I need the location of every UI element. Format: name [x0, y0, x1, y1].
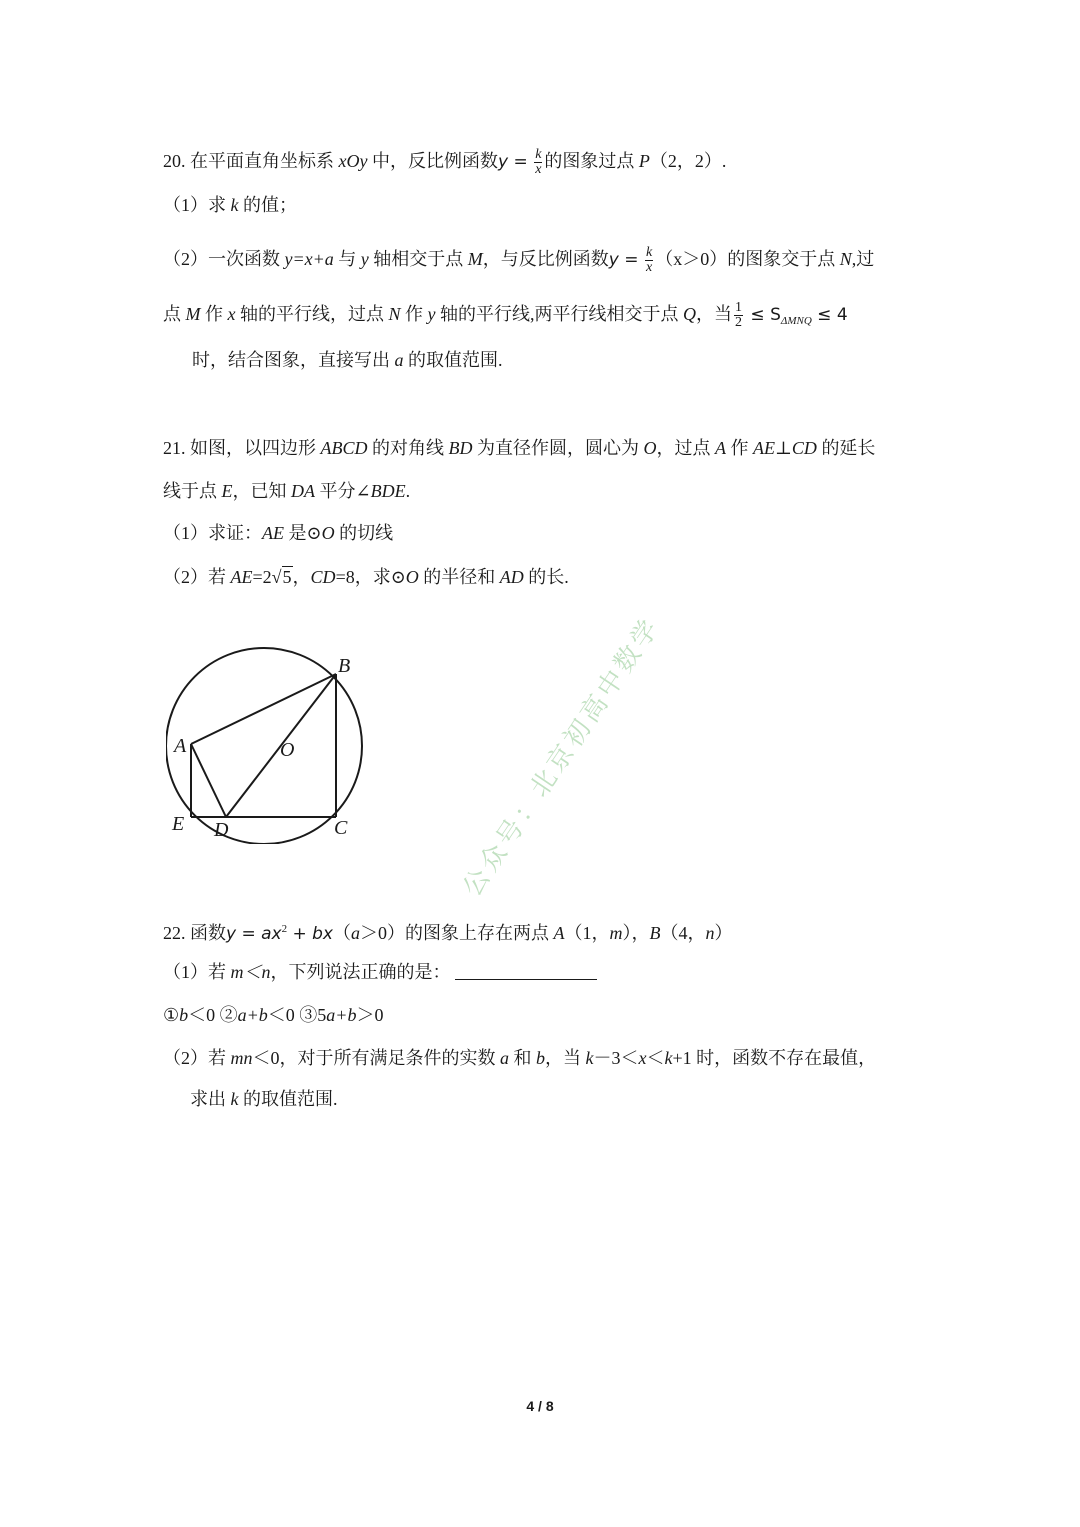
- numerator: k: [646, 245, 653, 261]
- q20-part-2-line-2: [163, 301, 848, 334]
- text: （1）求证：: [163, 523, 262, 543]
- numerator: 1: [735, 300, 743, 316]
- var: ABCD: [320, 438, 368, 458]
- inequality: ≤ 4: [811, 305, 848, 325]
- text: 的长.: [523, 567, 569, 587]
- text: （2）一次函数: [163, 249, 285, 269]
- q20-part-2: [163, 246, 874, 275]
- var: y: [360, 249, 369, 269]
- text: +1 时，函数不存在最值，: [672, 1048, 877, 1068]
- fraction-one-half: [734, 301, 743, 330]
- var: xOy: [338, 151, 368, 171]
- q21-line-1: [163, 435, 875, 461]
- denominator: 2: [735, 315, 743, 331]
- text: ，当: [696, 304, 733, 324]
- numerator: k: [535, 147, 542, 163]
- text: ①: [163, 1005, 180, 1025]
- text: 平分∠: [315, 481, 371, 501]
- text: 求出: [190, 1089, 231, 1109]
- var: P: [638, 151, 650, 171]
- var: k: [230, 195, 239, 215]
- var: BDE: [370, 481, 406, 501]
- text: （1）求: [163, 195, 231, 215]
- var: M: [467, 249, 483, 269]
- text: 和: [509, 1048, 536, 1068]
- var: AD: [499, 567, 524, 587]
- q22-line-1: [163, 916, 733, 947]
- var: m: [609, 923, 623, 943]
- inequality: ≤ S: [745, 305, 781, 325]
- q20-part-1: [163, 192, 297, 218]
- text: （4，: [660, 923, 706, 943]
- var: A: [553, 923, 565, 943]
- denominator: x: [646, 260, 653, 276]
- text: 22. 函数: [163, 923, 226, 943]
- text: 时，结合图象，直接写出: [192, 350, 395, 370]
- var: O: [405, 567, 419, 587]
- text: 线于点: [163, 481, 222, 501]
- var: M: [185, 304, 201, 324]
- text: ＞0）的图象上存在两点: [360, 923, 554, 943]
- text: 作: [726, 438, 753, 458]
- label-o: O: [280, 739, 295, 761]
- text: （2）若: [163, 567, 231, 587]
- text: ，已知: [232, 481, 291, 501]
- equation: + bx: [287, 924, 333, 944]
- q20-line-1: [163, 148, 726, 177]
- var: a: [351, 923, 360, 943]
- radicand: 5: [282, 567, 292, 587]
- text: ＜0 ③5: [267, 1005, 327, 1025]
- var: a: [394, 350, 404, 370]
- text: 点: [163, 304, 186, 324]
- text: ＞0: [356, 1005, 384, 1025]
- text: 作: [400, 304, 428, 324]
- var: AE: [230, 567, 253, 587]
- text: 为直径作圆，圆心为: [472, 438, 644, 458]
- equation: y =: [608, 250, 639, 270]
- label-e: E: [172, 813, 185, 835]
- segment-ad: [191, 744, 226, 817]
- var: k: [585, 1048, 594, 1068]
- var: b: [179, 1005, 189, 1025]
- q21-part-1: [163, 520, 393, 546]
- var: AE⊥CD: [753, 438, 817, 458]
- text: 作: [200, 304, 228, 324]
- text: ），: [622, 923, 650, 943]
- var: x: [638, 1048, 647, 1068]
- text: .: [405, 481, 411, 501]
- var: y=x+a: [284, 249, 334, 269]
- equation: y = ax: [226, 924, 282, 944]
- label-a: A: [174, 735, 187, 757]
- text: （1）若: [163, 962, 231, 982]
- text: 的图象过点: [544, 151, 639, 171]
- text: （2，2）.: [649, 151, 727, 171]
- q21-line-2: [163, 478, 410, 504]
- var: Q: [683, 304, 697, 324]
- var: A: [715, 438, 726, 458]
- text: ＜0 ②: [188, 1005, 238, 1025]
- var: mn: [230, 1048, 253, 1068]
- label-b: B: [338, 655, 351, 677]
- text: 的对角线: [367, 438, 449, 458]
- text: 的图象交于点: [727, 249, 840, 269]
- var: DA: [291, 481, 315, 501]
- segment-ab: [191, 674, 336, 744]
- q22-part-1: [163, 959, 597, 985]
- text: （: [333, 923, 351, 943]
- text: 的半径和: [418, 567, 500, 587]
- geometry-figure: [166, 644, 396, 844]
- var: y: [427, 304, 436, 324]
- var: x: [227, 304, 236, 324]
- text: （1，: [564, 923, 610, 943]
- text: 的延长: [816, 438, 876, 458]
- page-number: 4 / 8: [526, 1398, 554, 1414]
- text: 的取值范围.: [403, 350, 503, 370]
- text: ，与反比例函数: [482, 249, 609, 269]
- text: ，当: [545, 1048, 586, 1068]
- var: N: [388, 304, 401, 324]
- q22-part-2-line-2: [190, 1086, 338, 1112]
- text: ）: [714, 923, 733, 943]
- q21-part-2: [163, 564, 569, 590]
- var: k: [230, 1089, 239, 1109]
- var: a+b: [326, 1005, 357, 1025]
- var: a: [500, 1048, 509, 1068]
- var: b: [536, 1048, 545, 1068]
- text: =2: [252, 567, 272, 587]
- text: 的切线: [334, 523, 394, 543]
- denominator: x: [535, 162, 542, 178]
- text: －3＜: [593, 1048, 639, 1068]
- var: k: [664, 1048, 673, 1068]
- text: 轴的平行线，过点: [235, 304, 389, 324]
- text: ，过点: [656, 438, 715, 458]
- var: m＜n: [230, 962, 271, 982]
- text: 与: [333, 249, 361, 269]
- q20-part-2-line-3: [192, 347, 503, 373]
- text: （x＞0）: [655, 249, 728, 269]
- var: E: [221, 481, 233, 501]
- text: ＜0，对于所有满足条件的实数: [252, 1048, 500, 1068]
- subscript: ΔMNQ: [780, 315, 812, 327]
- text: =8，求⊙: [335, 567, 406, 587]
- superscript: 2: [281, 923, 288, 935]
- equation: y =: [497, 152, 528, 172]
- var: N: [839, 249, 852, 269]
- var: O: [321, 523, 335, 543]
- text: 中，反比例函数: [367, 151, 498, 171]
- label-c: C: [334, 817, 348, 839]
- watermark: 公众号：北京初高中数学: [457, 611, 667, 903]
- var: AE: [262, 523, 284, 543]
- label-d: D: [214, 819, 229, 841]
- var: n: [705, 923, 715, 943]
- answer-blank[interactable]: [455, 961, 597, 980]
- fraction-k-over-x: [645, 246, 653, 275]
- var: B: [649, 923, 661, 943]
- text: 的取值范围.: [238, 1089, 338, 1109]
- text: ＜: [646, 1048, 665, 1068]
- text: 轴的平行线,两平行线相交于点: [435, 304, 684, 324]
- text: 的值；: [238, 195, 297, 215]
- text: ，下列说法正确的是：: [270, 962, 451, 982]
- var: a+b: [237, 1005, 268, 1025]
- text: 是⊙: [284, 523, 322, 543]
- text: ，: [292, 567, 311, 587]
- radical-sign: √: [271, 567, 282, 587]
- text: 轴相交于点: [368, 249, 468, 269]
- text: ,过: [851, 249, 875, 269]
- text: 21. 如图，以四边形: [163, 438, 321, 458]
- q22-options: [163, 1002, 383, 1028]
- var: CD: [310, 567, 336, 587]
- q22-part-2: [163, 1045, 876, 1071]
- fraction-k-over-x: [534, 148, 542, 177]
- var: O: [643, 438, 657, 458]
- text: （2）若: [163, 1048, 231, 1068]
- text: 20. 在平面直角坐标系: [163, 151, 339, 171]
- var: BD: [448, 438, 473, 458]
